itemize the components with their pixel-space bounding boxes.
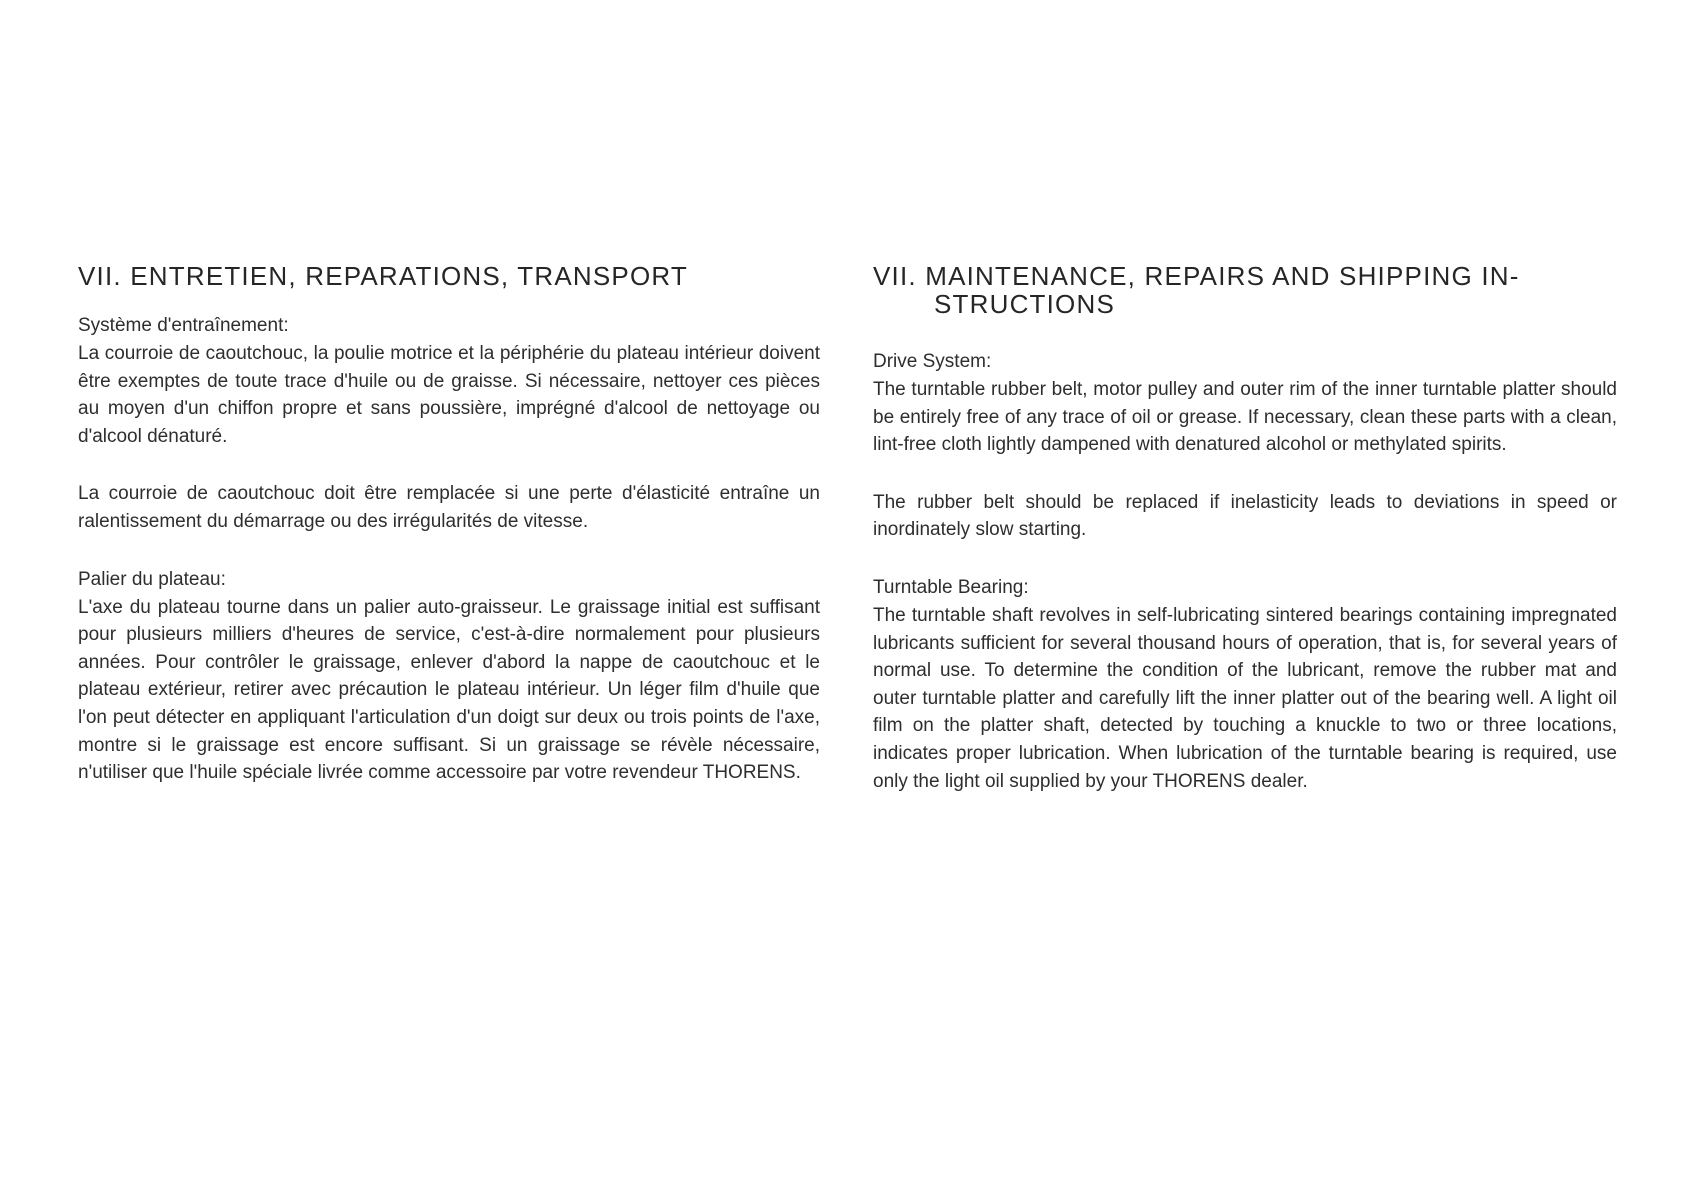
spacer: [873, 459, 1617, 489]
french-bearing-paragraph: L'axe du plateau tourne dans un palier auto-graisseur. Le graissage initial est suffisant pour plusieurs milliers d'heures de service, c'est-à-dire normalement pour plusieurs années. Pour contrôler le graissage, enlever d'abord la nappe de caoutchouc et le plateau extérieur, retirer avec précaution le plateau intérieur. Un léger film d'huile que l'on peut détecter en appliquant l'articulation d'un doigt sur deux ou trois points de l'axe, montre si le graissage est encore suffisant. Si un graissage se révèle nécessaire, n'utiliser que l'huile spéciale livrée comme accessoire par votre revendeur THORENS.: [78, 596, 820, 784]
english-column: [873, 262, 1617, 795]
french-drive-paragraph-2: La courroie de caoutchouc doit être remplacée si une perte d'élasticité entraîne un ralentissement du démarrage ou des irrégularités de vitesse.: [78, 483, 820, 532]
french-drive-paragraph-1: La courroie de caoutchouc, la poulie motrice et la périphérie du plateau intérieur doivent être exemptes de toute trace d'huile ou de graisse. Si nécessaire, nettoyer ces pièces au moyen d'un chiffon propre et sans poussière, imprégné d'alcool de nettoyage ou d'alcool dénaturé.: [78, 343, 820, 447]
spacer: [873, 544, 1617, 574]
english-heading-line-2: STRUCTIONS: [934, 289, 1115, 319]
english-bearing-paragraph: The turntable shaft revolves in self-lubricating sintered bearings containing impregnated lubricants sufficient for several thousand hours of operation, that is, for several years of normal use. To determine the condition of the lubricant, remove the rubber mat and outer turntable platter and carefully lift the inner platter out of the bearing well. A light oil film on the platter shaft, detected by touching a knuckle to two or three locations, indicates proper lubrication. When lubrication of the turntable bearing is required, use only the light oil supplied by your THORENS dealer.: [873, 604, 1617, 792]
spacer: [78, 536, 820, 566]
english-bearing-subhead: Turntable Bearing:: [873, 576, 1029, 598]
spacer: [78, 450, 820, 480]
french-drive-subhead: Système d'entraînement:: [78, 315, 289, 336]
english-drive-subhead: Drive System:: [873, 351, 992, 372]
english-heading-line-1: VII. MAINTENANCE, REPAIRS AND SHIPPING IN-: [873, 261, 1520, 291]
english-heading: [873, 262, 1617, 318]
english-drive-paragraph-2: The rubber belt should be replaced if inelasticity leads to deviations in speed or inordinately slow starting.: [873, 491, 1617, 541]
english-drive-paragraph-1: The turntable rubber belt, motor pulley and outer rim of the inner turntable platter should be entirely free of any trace of oil or grease. If necessary, clean these parts with a clean, lint-free cloth lightly dampened with denatured alcohol or methylated spirits.: [873, 379, 1617, 456]
french-heading: VII. ENTRETIEN, REPARATIONS, TRANSPORT: [78, 261, 688, 291]
french-column: [78, 262, 820, 787]
french-bearing-subhead: Palier du plateau:: [78, 568, 226, 590]
